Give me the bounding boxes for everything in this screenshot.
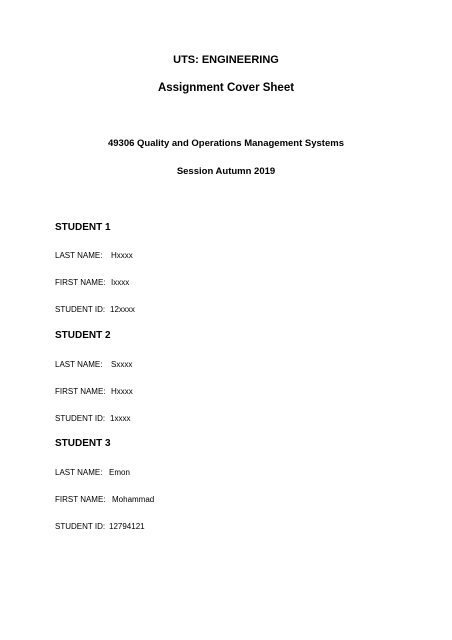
student-id-value: 12xxxx — [110, 305, 135, 314]
session-title: Session Autumn 2019 — [176, 166, 276, 177]
student-1-student-id-row — [55, 305, 135, 314]
last-name-value: Sxxxx — [111, 360, 133, 369]
last-name-value: Emon — [109, 468, 130, 477]
student-3-heading: STUDENT 3 — [55, 438, 111, 449]
student-id-value: 1xxxx — [110, 414, 131, 423]
first-name-value: Hxxxx — [111, 387, 133, 396]
student-3-first-name-row — [55, 495, 155, 504]
university-title: UTS: ENGINEERING — [173, 54, 279, 66]
student-2-student-id-row — [55, 414, 131, 423]
first-name-label: FIRST NAME: — [55, 495, 106, 504]
last-name-label: LAST NAME: — [55, 360, 103, 369]
student-id-value: 12794121 — [109, 522, 145, 531]
sheet-title: Assignment Cover Sheet — [157, 82, 295, 94]
student-2-first-name-row — [55, 387, 133, 396]
last-name-value: Hxxxx — [111, 251, 133, 260]
last-name-label: LAST NAME: — [55, 468, 103, 477]
student-3-last-name-row — [55, 468, 130, 477]
student-id-label: STUDENT ID: — [55, 414, 106, 423]
student-2-last-name-row — [55, 360, 133, 369]
first-name-label: FIRST NAME: — [55, 278, 106, 287]
student-id-label: STUDENT ID: — [55, 305, 106, 314]
first-name-label: FIRST NAME: — [55, 387, 106, 396]
first-name-value: Ixxxx — [111, 278, 130, 287]
student-id-label: STUDENT ID: — [55, 522, 106, 531]
student-3-student-id-row — [55, 522, 145, 531]
student-1-first-name-row — [55, 278, 130, 287]
last-name-label: LAST NAME: — [55, 251, 103, 260]
student-2-heading: STUDENT 2 — [55, 330, 111, 341]
subject-title: 49306 Quality and Operations Management Systems — [107, 138, 344, 149]
first-name-value: Mohammad — [112, 495, 155, 504]
student-1-heading: STUDENT 1 — [55, 222, 111, 233]
student-1-last-name-row — [55, 251, 133, 260]
